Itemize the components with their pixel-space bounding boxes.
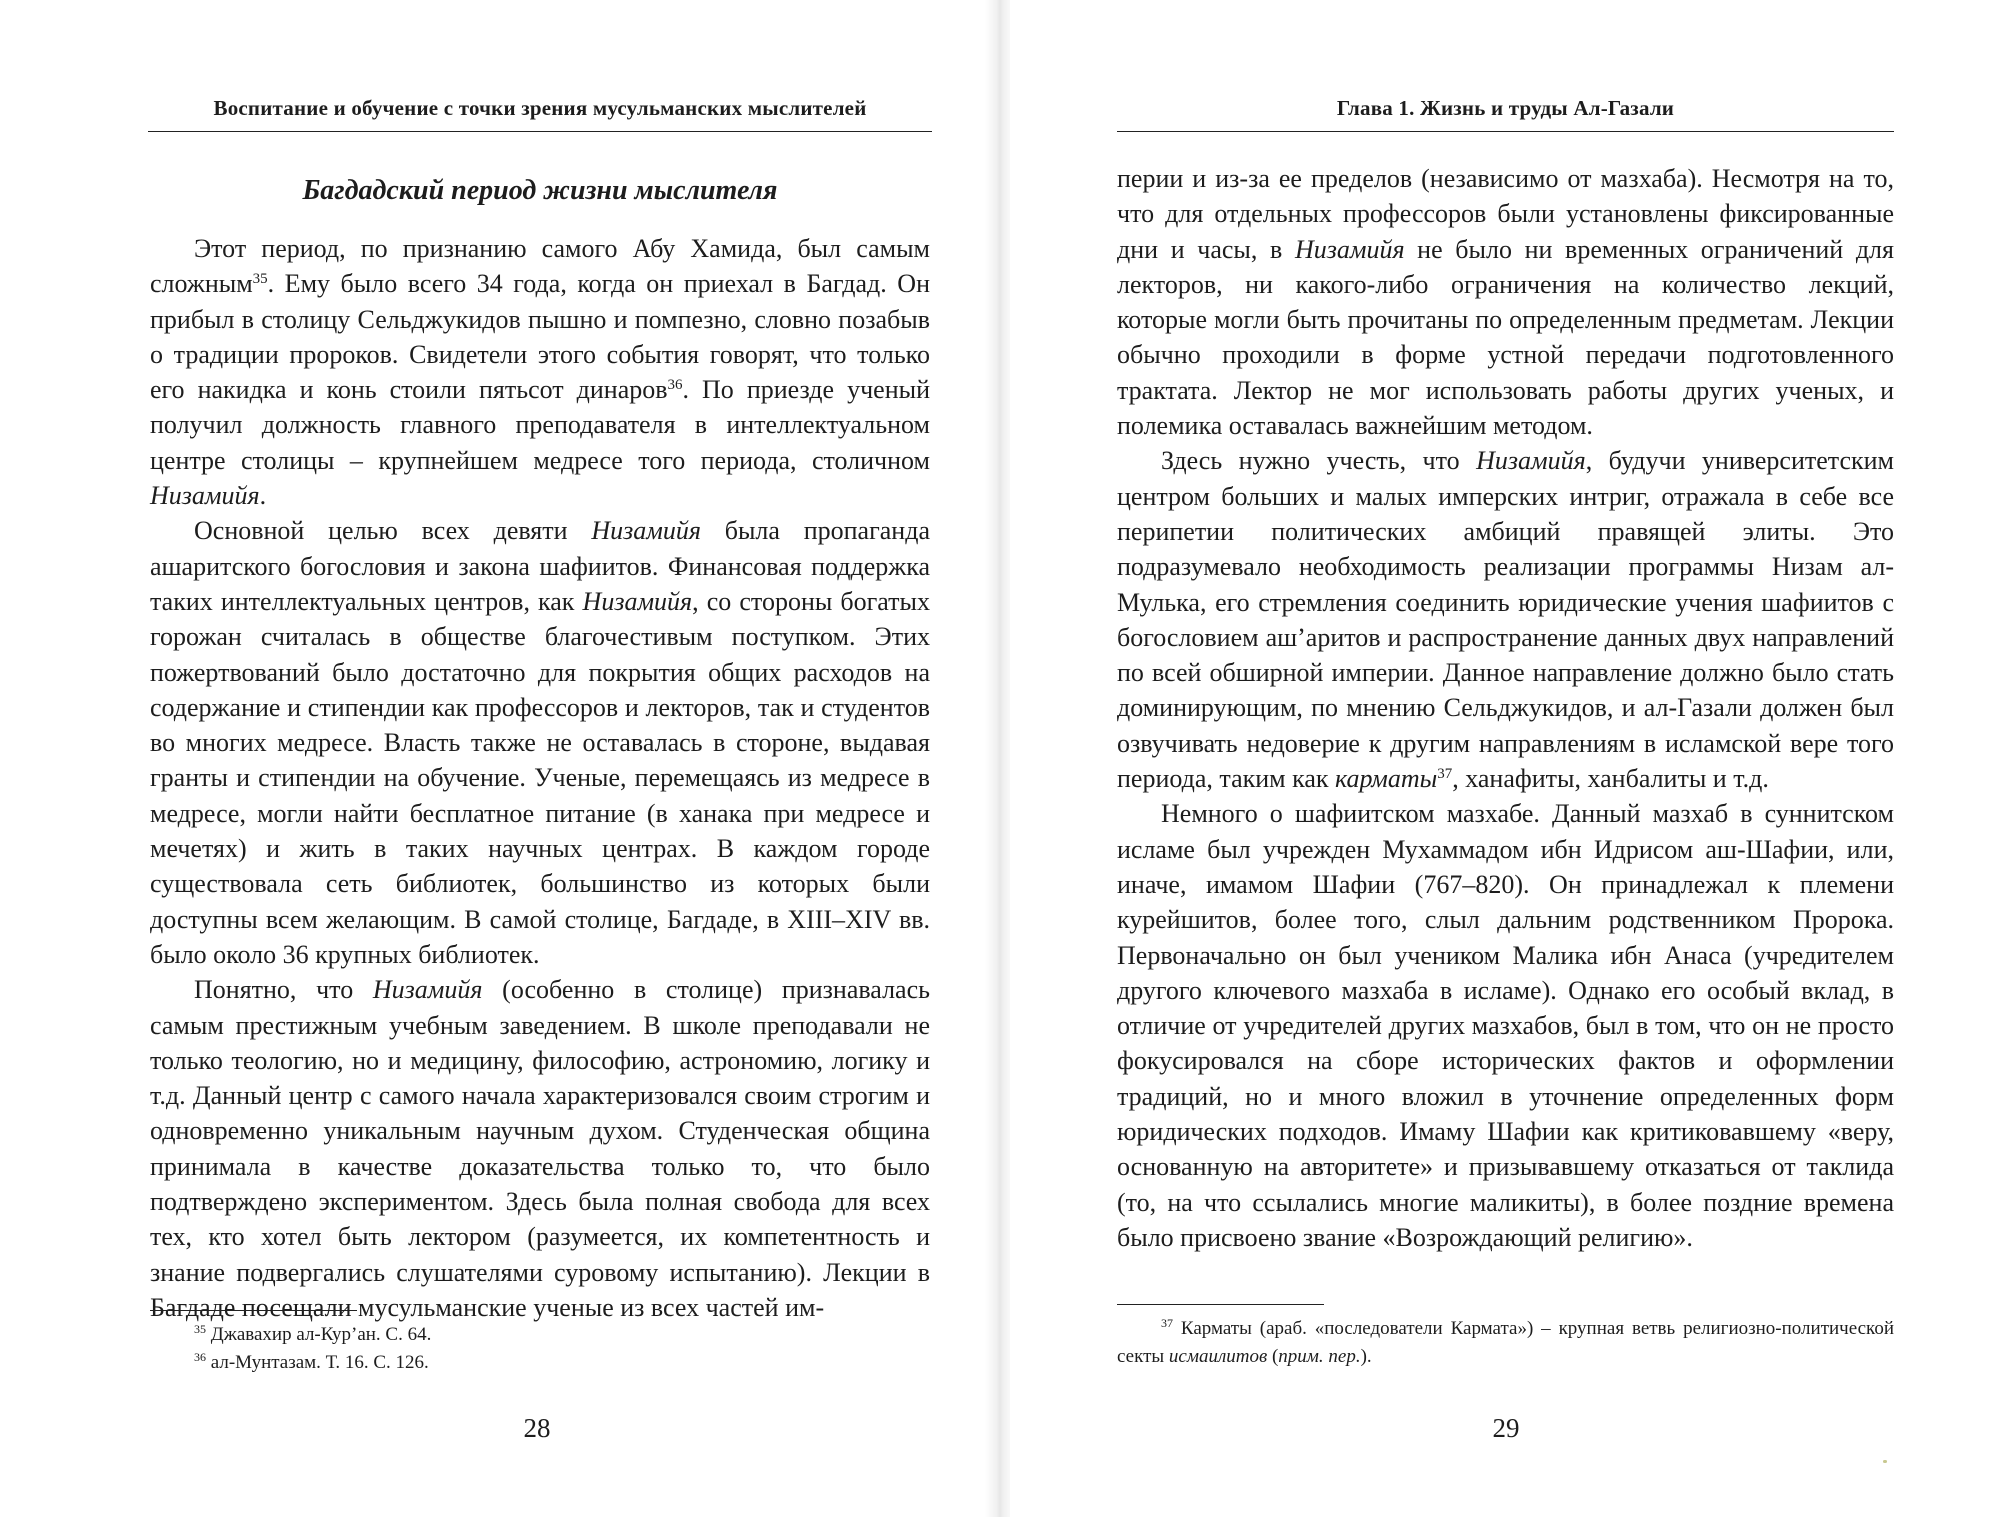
italic-term: Низамийя xyxy=(1476,446,1586,476)
left-footnotes xyxy=(150,1321,930,1377)
text-run: Этот период, по признанию самого Абу Хамида, был самым сложным xyxy=(150,234,930,299)
paragraph xyxy=(150,513,930,972)
left-footnote-rule xyxy=(150,1310,357,1311)
italic-term: Низамийя xyxy=(582,586,693,616)
paragraph xyxy=(1117,443,1894,796)
text-run: . xyxy=(259,481,267,511)
paragraph xyxy=(1117,161,1894,443)
italic-term: Низамийя xyxy=(150,481,260,511)
footnote-marker: 36 xyxy=(667,377,683,394)
text-run: . По приезде ученый получил должность главного преподавателя в интеллектуальном центре столицы – крупнейшем медресе того периода, столичном xyxy=(150,375,930,475)
left-header-rule xyxy=(148,131,932,132)
text-run: перии и из-за ее пределов (независимо от мазхаба). Несмотря на то, что для отдельных профессоров были установлены фиксированные дни и часы, в xyxy=(1117,164,1894,264)
footnote xyxy=(1117,1315,1894,1371)
text-run: Карматы (араб. «последователи Кармата») – крупная ветвь религиозно-политической секты xyxy=(1117,1318,1894,1367)
right-page-number: 29 xyxy=(1492,1413,1520,1443)
text-run: ). xyxy=(1360,1346,1372,1367)
text-run: Здесь нужно учесть, что xyxy=(1161,446,1477,476)
italic-term: карматы xyxy=(1335,764,1438,794)
paragraph xyxy=(150,972,930,1325)
footnote xyxy=(150,1321,930,1349)
text-run: , со стороны богатых горожан считалась в обществе благочестивым поступком. Этих пожертвований было достаточно для покрытия общих расходов на содержание и стипендии как профессоров и лекторов, так и студентов во многих медресе. Власть также не оставалась в стороне, выдавая гранты и стипендии на обучение. Ученые, перемещаясь из медресе в медресе, могли найти бесплатное питание (в ханака при медресе и мечетях) и жить в таких научных центрах. В каждом городе существовала сеть библиотек, большинство из которых были доступны всем желающим. В самой столице, Багдаде, в XIII–XIV вв. было около 36 крупных библиотек. xyxy=(150,586,931,969)
text-run: Основной целью всех девяти xyxy=(194,516,592,546)
right-page xyxy=(1010,0,2000,1517)
footnote-marker: 36 xyxy=(194,1350,206,1364)
italic-term: исмаилитов xyxy=(1168,1346,1268,1367)
text-run: Понятно, что xyxy=(194,975,373,1005)
text-run: не было ни временных ограничений для лекторов, ни какого-либо ограничения на количество лекций, которые могли быть прочитаны по определенным предметам. Лекции обычно проходили в форме устной передачи подготовленного трактата. Лектор не мог использовать работы других ученых, и полемика оставалась важнейшим методом. xyxy=(1117,234,1894,441)
text-run: . Ему было всего 34 года, когда он приехал в Багдад. Он прибыл в столицу Сельджукидов пышно и помпезно, словно позабыв о традиции пророков. Свидетели этого события говорят, что только его накидка и конь стоили пятьсот динаров xyxy=(150,269,930,405)
paper-speck xyxy=(1883,1460,1887,1463)
footnote-marker: 35 xyxy=(252,271,268,288)
text-run: ( xyxy=(1267,1346,1279,1367)
text-run: , будучи университетским центром больших и малых имперских интриг, отражала в себе все перипетии политических амбиций правящей элиты. Это подразумевало необходимость реализации программы Низам ал-Мулька, его стремления соединить юридические учения шафиитов с богословием аш’аритов и распространение данных двух направлений по всей обширной империи. Данное направление должно было стать доминирующим, по мнению Сельджукидов, и ал-Газали должен был озвучивать недоверие к другим направлениям в исламской вере того периода, таким как xyxy=(1117,446,1895,794)
text-run: была пропаганда ашаритского богословия и закона шафиитов. Финансовая поддержка таких интеллектуальных центров, как xyxy=(150,516,930,616)
left-running-header: Воспитание и обучение с точки зрения мусульманских мыслителей xyxy=(213,96,867,120)
italic-term: Низамийя xyxy=(591,516,701,546)
footnote xyxy=(150,1349,930,1377)
paragraph xyxy=(150,231,930,513)
text-run: , ханафиты, ханбалиты и т.д. xyxy=(1452,764,1769,794)
section-title: Багдадский период жизни мыслителя xyxy=(302,175,778,206)
left-body-text xyxy=(150,231,930,1325)
right-running-header: Глава 1. Жизнь и труды Ал-Газали xyxy=(1336,96,1675,120)
text-run: (особенно в столице) признавалась самым престижным учебным заведением. В школе преподавали не только теологию, но и медицину, философию, астрономию, логику и т.д. Данный центр с самого начала характеризовался своим строгим и одновременно уникальным научным духом. Студенческая община принимала в качестве доказательства только то, что было подтверждено экспериментом. Здесь была полная свобода для всех тех, кто хотел быть лектором (разумеется, их компетентность и знание подвергались слушателями суровому испытанию). Лекции в Багдаде посещали мусульманские ученые из всех частей им- xyxy=(150,975,930,1322)
text-run: Джавахир ал-Кур’ан. С. 64. xyxy=(206,1324,432,1345)
left-page-number: 28 xyxy=(523,1413,551,1443)
right-header-rule xyxy=(1117,131,1894,132)
text-run: ал-Мунтазам. Т. 16. С. 126. xyxy=(206,1352,429,1373)
right-body-text xyxy=(1117,161,1894,1255)
italic-term: прим. пер. xyxy=(1278,1346,1361,1367)
footnote-marker: 37 xyxy=(1161,1316,1173,1330)
footnote-marker: 35 xyxy=(194,1322,206,1336)
italic-term: Низамийя xyxy=(1294,234,1405,264)
italic-term: Низамийя xyxy=(372,975,483,1005)
right-footnote-rule xyxy=(1117,1304,1324,1305)
right-footnotes xyxy=(1117,1315,1894,1371)
paragraph xyxy=(1117,796,1894,1255)
footnote-marker: 37 xyxy=(1437,766,1453,783)
left-page xyxy=(0,0,990,1517)
text-run: Немного о шафиитском мазхабе. Данный мазхаб в суннитском исламе был учрежден Мухаммадом ибн Идрисом аш-Шафии, или, иначе, имамом Шафии (767–820). Он принадлежал к племени курейшитов, более того, слыл дальним родственником Пророка. Первоначально он был учеником Малика ибн Анаса (учредителем другого ключевого мазхаба в исламе). Однако его особый вклад, в отличие от учредителей других мазхабов, был в том, что он не просто фокусировался на сборе исторических фактов и оформлении традиций, но и много вложил в уточнение определенных форм юридических подходов. Имаму Шафии как критиковавшему «веру, основанную на авторитете» и призывавшему отказаться от таклида (то, на что ссылались многие маликиты), в более поздние времена было присвоено звание «Возрождающий религию». xyxy=(1117,799,1894,1252)
